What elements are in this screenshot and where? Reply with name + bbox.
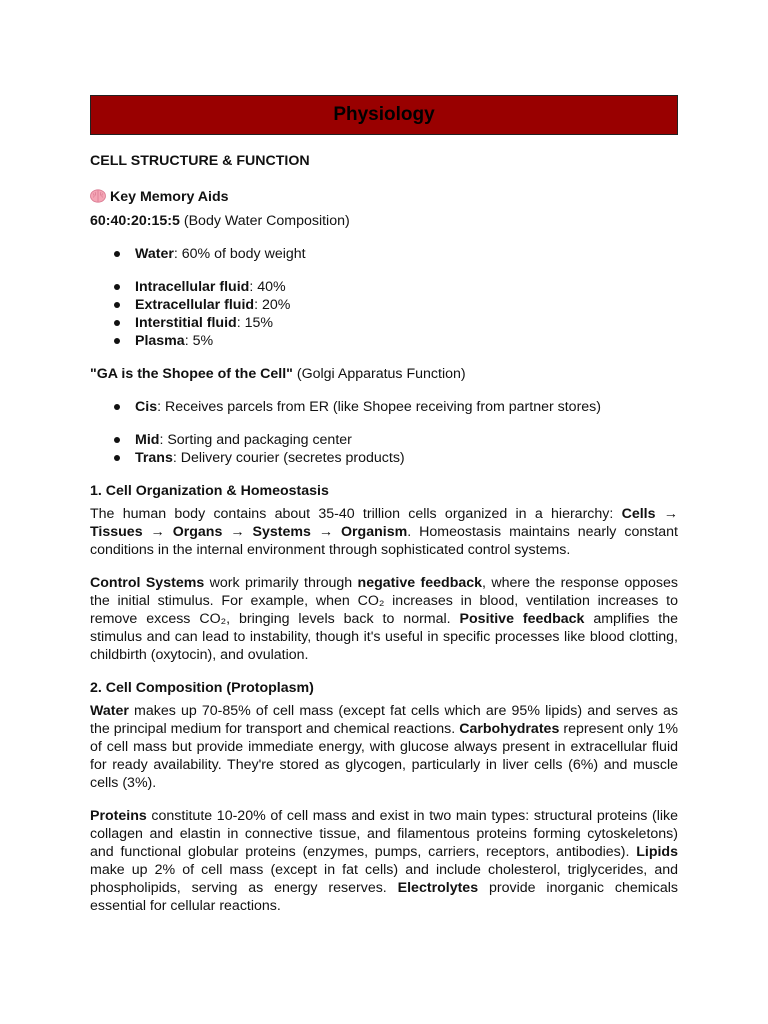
section2-paragraph-1	[90, 702, 678, 792]
list-item-label: Intracellular fluid	[135, 279, 250, 295]
golgi-list-2	[90, 431, 678, 467]
water-mnemonic-note: (Body Water Composition)	[179, 213, 350, 229]
text-span: , where the response opposes the initial stimulus. For example, when CO₂ increases in blood, ventilation increases to remove excess CO₂, bringing levels back to normal.	[90, 575, 678, 627]
list-item	[90, 398, 678, 416]
bullet-icon	[114, 320, 120, 326]
text-span: work primarily through	[204, 575, 358, 591]
section1-paragraph-2	[90, 574, 678, 664]
list-item-label: Mid	[135, 432, 160, 448]
title-banner	[90, 95, 678, 135]
text-span: amplifies the stimulus and can lead to instability, though it's useful in specific processes like blood clotting, childbirth (oxytocin), and ovulation.	[90, 611, 678, 663]
water-mnemonic-line	[90, 212, 678, 230]
water-mnemonic: 60:40:20:15:5	[90, 213, 180, 229]
list-item	[90, 332, 678, 350]
text-span: make up 2% of cell mass (except in fat cells) and include cholesterol, triglycerides, and phospholipids, serving as energy reserves.	[90, 862, 678, 896]
golgi-mnemonic-line	[90, 365, 678, 383]
text-span: . Homeostasis maintains nearly constant conditions in the internal environment through sophisticated control systems.	[90, 524, 678, 558]
list-item-text: : Sorting and packaging center	[159, 432, 352, 448]
bold-span: negative feedback	[357, 575, 483, 591]
bold-span: Carbohydrates	[459, 721, 560, 737]
list-item-label: Interstitial fluid	[135, 315, 237, 331]
bullet-icon	[114, 455, 120, 461]
list-item-text: : Delivery courier (secretes products)	[172, 450, 405, 466]
document-body	[90, 152, 678, 915]
section1-heading: 1. Cell Organization & Homeostasis	[90, 483, 329, 499]
list-item-text: : 40%	[249, 279, 286, 295]
bold-span: Electrolytes	[397, 880, 479, 896]
list-item	[90, 431, 678, 449]
brain-icon	[90, 189, 106, 203]
list-item-text: : 20%	[254, 297, 291, 313]
section2-heading: 2. Cell Composition (Protoplasm)	[90, 680, 314, 696]
section1-paragraph-1	[90, 505, 678, 559]
bold-span: Cells → Tissues → Organs → Systems → Organism	[90, 506, 678, 540]
list-item	[90, 449, 678, 467]
list-item-text: : 15%	[236, 315, 273, 331]
water-list-1	[90, 245, 678, 263]
golgi-mnemonic-note: (Golgi Apparatus Function)	[292, 366, 466, 382]
bold-span: Positive feedback	[459, 611, 585, 627]
list-item-label: Cis	[135, 399, 158, 415]
list-item-label: Plasma	[135, 333, 185, 349]
section2-paragraph-2	[90, 807, 678, 915]
list-item	[90, 296, 678, 314]
golgi-mnemonic: "GA is the Shopee of the Cell"	[90, 366, 293, 382]
text-span: The human body contains about 35-40 trillion cells organized in a hierarchy:	[90, 506, 622, 522]
list-item-label: Trans	[135, 450, 173, 466]
text-span: makes up 70-85% of cell mass (except fat cells which are 95% lipids) and serves as the principal medium for transport and chemical reactions.	[90, 703, 678, 737]
memory-aids-heading	[90, 188, 678, 206]
bold-span: Proteins	[90, 808, 147, 824]
water-list-2	[90, 278, 678, 350]
golgi-list-1	[90, 398, 678, 416]
section-title: CELL STRUCTURE & FUNCTION	[90, 153, 310, 169]
list-item	[90, 245, 678, 263]
text-span: constitute 10-20% of cell mass and exist in two main types: structural proteins (like collagen and elastin in connective tissue, and filamentous proteins forming cytoskeletons) and functional globular proteins (enzymes, pumps, carriers, receptors, antibodies).	[90, 808, 678, 860]
bold-span: Lipids	[636, 844, 678, 860]
bold-span: Water	[90, 703, 129, 719]
bullet-icon	[114, 251, 120, 257]
page-title: Physiology	[333, 104, 435, 125]
bullet-icon	[114, 302, 120, 308]
bullet-icon	[114, 338, 120, 344]
list-item-label: Extracellular fluid	[135, 297, 255, 313]
list-item	[90, 278, 678, 296]
memory-aids-heading-text: Key Memory Aids	[110, 189, 229, 205]
bullet-icon	[114, 284, 120, 290]
list-item-label: Water	[135, 246, 174, 262]
text-span: provide inorganic chemicals essential for cellular reactions.	[90, 880, 678, 914]
list-item-text: : 5%	[184, 333, 214, 349]
bullet-icon	[114, 404, 120, 410]
list-item-text: : Receives parcels from ER (like Shopee receiving from partner stores)	[157, 399, 601, 415]
bullet-icon	[114, 437, 120, 443]
text-span: represent only 1% of cell mass but provide immediate energy, with glucose always present in extracellular fluid for ready availability. They're stored as glycogen, particularly in liver cells (6%) and muscle cells (3%).	[90, 721, 678, 791]
bold-span: Control Systems	[90, 575, 205, 591]
list-item-text: : 60% of body weight	[173, 246, 306, 262]
list-item	[90, 314, 678, 332]
